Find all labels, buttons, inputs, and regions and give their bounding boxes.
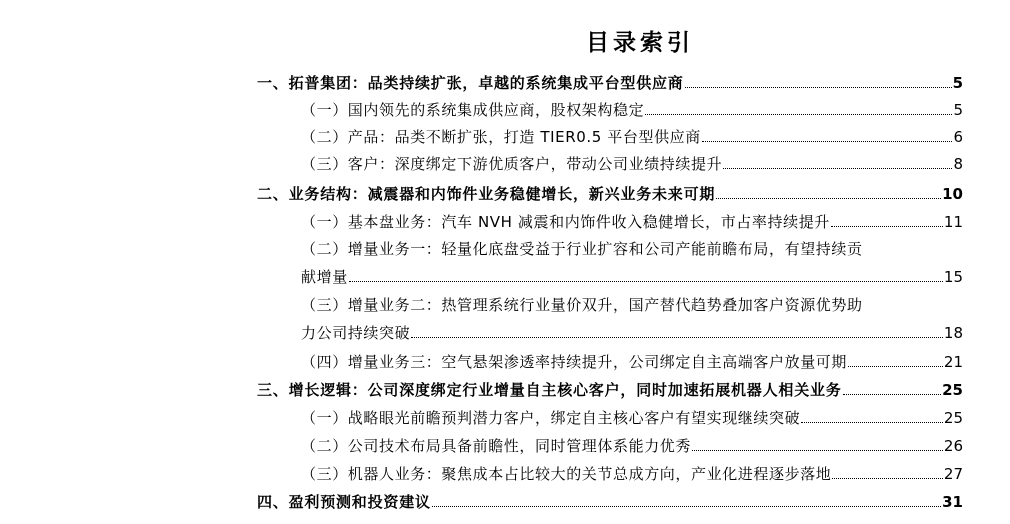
toc-page-number: 15	[943, 268, 963, 286]
toc-entry-2-3-line1[interactable]: （三）增量业务二：热管理系统行业量价双升，国产替代趋势叠加客户资源优势助	[301, 296, 863, 314]
page-title: 目录索引	[586, 30, 694, 56]
toc-entry-text: 献增量	[301, 268, 348, 286]
dot-leader	[645, 113, 952, 115]
dot-leader	[723, 167, 952, 169]
toc-entry-2-2[interactable]	[301, 268, 963, 286]
toc-page-number: 26	[943, 437, 963, 455]
toc-entry-section-2[interactable]	[257, 185, 963, 203]
toc-page-number: 25	[943, 409, 963, 427]
toc-entry-text: （二）公司技术布局具备前瞻性，同时管理体系能力优秀	[301, 437, 692, 455]
toc-entry-1-3[interactable]	[301, 155, 963, 173]
toc-entry-text: 四、盈利预测和投资建议	[257, 493, 431, 511]
toc-entry-text: （一）国内领先的系统集成供应商，股权架构稳定	[301, 101, 645, 119]
dot-leader	[831, 225, 943, 227]
dot-leader	[685, 86, 952, 88]
toc-entry-2-3[interactable]	[301, 324, 963, 342]
toc-entry-section-3[interactable]	[257, 381, 963, 399]
toc-page-number: 25	[942, 381, 963, 399]
dot-leader	[848, 365, 943, 367]
toc-entry-section-4[interactable]	[257, 493, 963, 511]
dot-leader	[832, 477, 943, 479]
dot-leader	[411, 336, 943, 338]
toc-page-number: 27	[943, 465, 963, 483]
dot-leader	[716, 197, 941, 199]
toc-entry-3-2[interactable]	[301, 437, 963, 455]
toc-entry-3-1[interactable]	[301, 409, 963, 427]
dot-leader	[432, 505, 941, 507]
toc-entry-text: （一）战略眼光前瞻预判潜力客户，绑定自主核心客户有望实现继续突破	[301, 409, 801, 427]
toc-entry-2-1[interactable]	[301, 213, 963, 231]
toc-page-number: 8	[953, 155, 963, 173]
toc-entry-text: 力公司持续突破	[301, 324, 411, 342]
toc-page-number: 5	[952, 74, 963, 92]
toc-page-number: 5	[953, 101, 963, 119]
toc-entry-text: 一、拓普集团：品类持续扩张，卓越的系统集成平台型供应商	[257, 74, 684, 92]
toc-entry-1-1[interactable]	[301, 101, 963, 119]
toc-entry-text: （二）产品：品类不断扩张，打造 TIER0.5 平台型供应商	[301, 128, 701, 146]
toc-entry-text: 三、增长逻辑：公司深度绑定行业增量自主核心客户，同时加速拓展机器人相关业务	[257, 381, 842, 399]
toc-entry-3-3[interactable]	[301, 465, 963, 483]
toc-entry-section-1[interactable]	[257, 74, 963, 92]
toc-entry-text: （三）客户：深度绑定下游优质客户，带动公司业绩持续提升	[301, 155, 723, 173]
toc-entry-1-2[interactable]	[301, 128, 963, 146]
toc-entry-text: （一）基本盘业务：汽车 NVH 减震和内饰件收入稳健增长，市占率持续提升	[301, 213, 830, 231]
dot-leader	[843, 393, 942, 395]
dot-leader	[801, 421, 943, 423]
toc-entry-text: 二、业务结构：减震器和内饰件业务稳健增长，新兴业务未来可期	[257, 185, 716, 203]
toc-page-number: 10	[942, 185, 963, 203]
toc-page-number: 18	[943, 324, 963, 342]
toc-entry-2-4[interactable]	[301, 353, 963, 371]
dot-leader	[692, 449, 943, 451]
toc-entry-text: （四）增量业务三：空气悬架渗透率持续提升，公司绑定自主高端客户放量可期	[301, 353, 848, 371]
dot-leader	[702, 140, 953, 142]
toc-page-number: 21	[943, 353, 963, 371]
toc-page-number: 31	[942, 493, 963, 511]
toc-page-number: 11	[943, 213, 963, 231]
toc-entry-2-2-line1[interactable]: （二）增量业务一：轻量化底盘受益于行业扩容和公司产能前瞻布局，有望持续贡	[301, 240, 863, 258]
dot-leader	[349, 280, 943, 282]
toc-page-number: 6	[953, 128, 963, 146]
toc-entry-text: （三）机器人业务：聚焦成本占比较大的关节总成方向，产业化进程逐步落地	[301, 465, 832, 483]
